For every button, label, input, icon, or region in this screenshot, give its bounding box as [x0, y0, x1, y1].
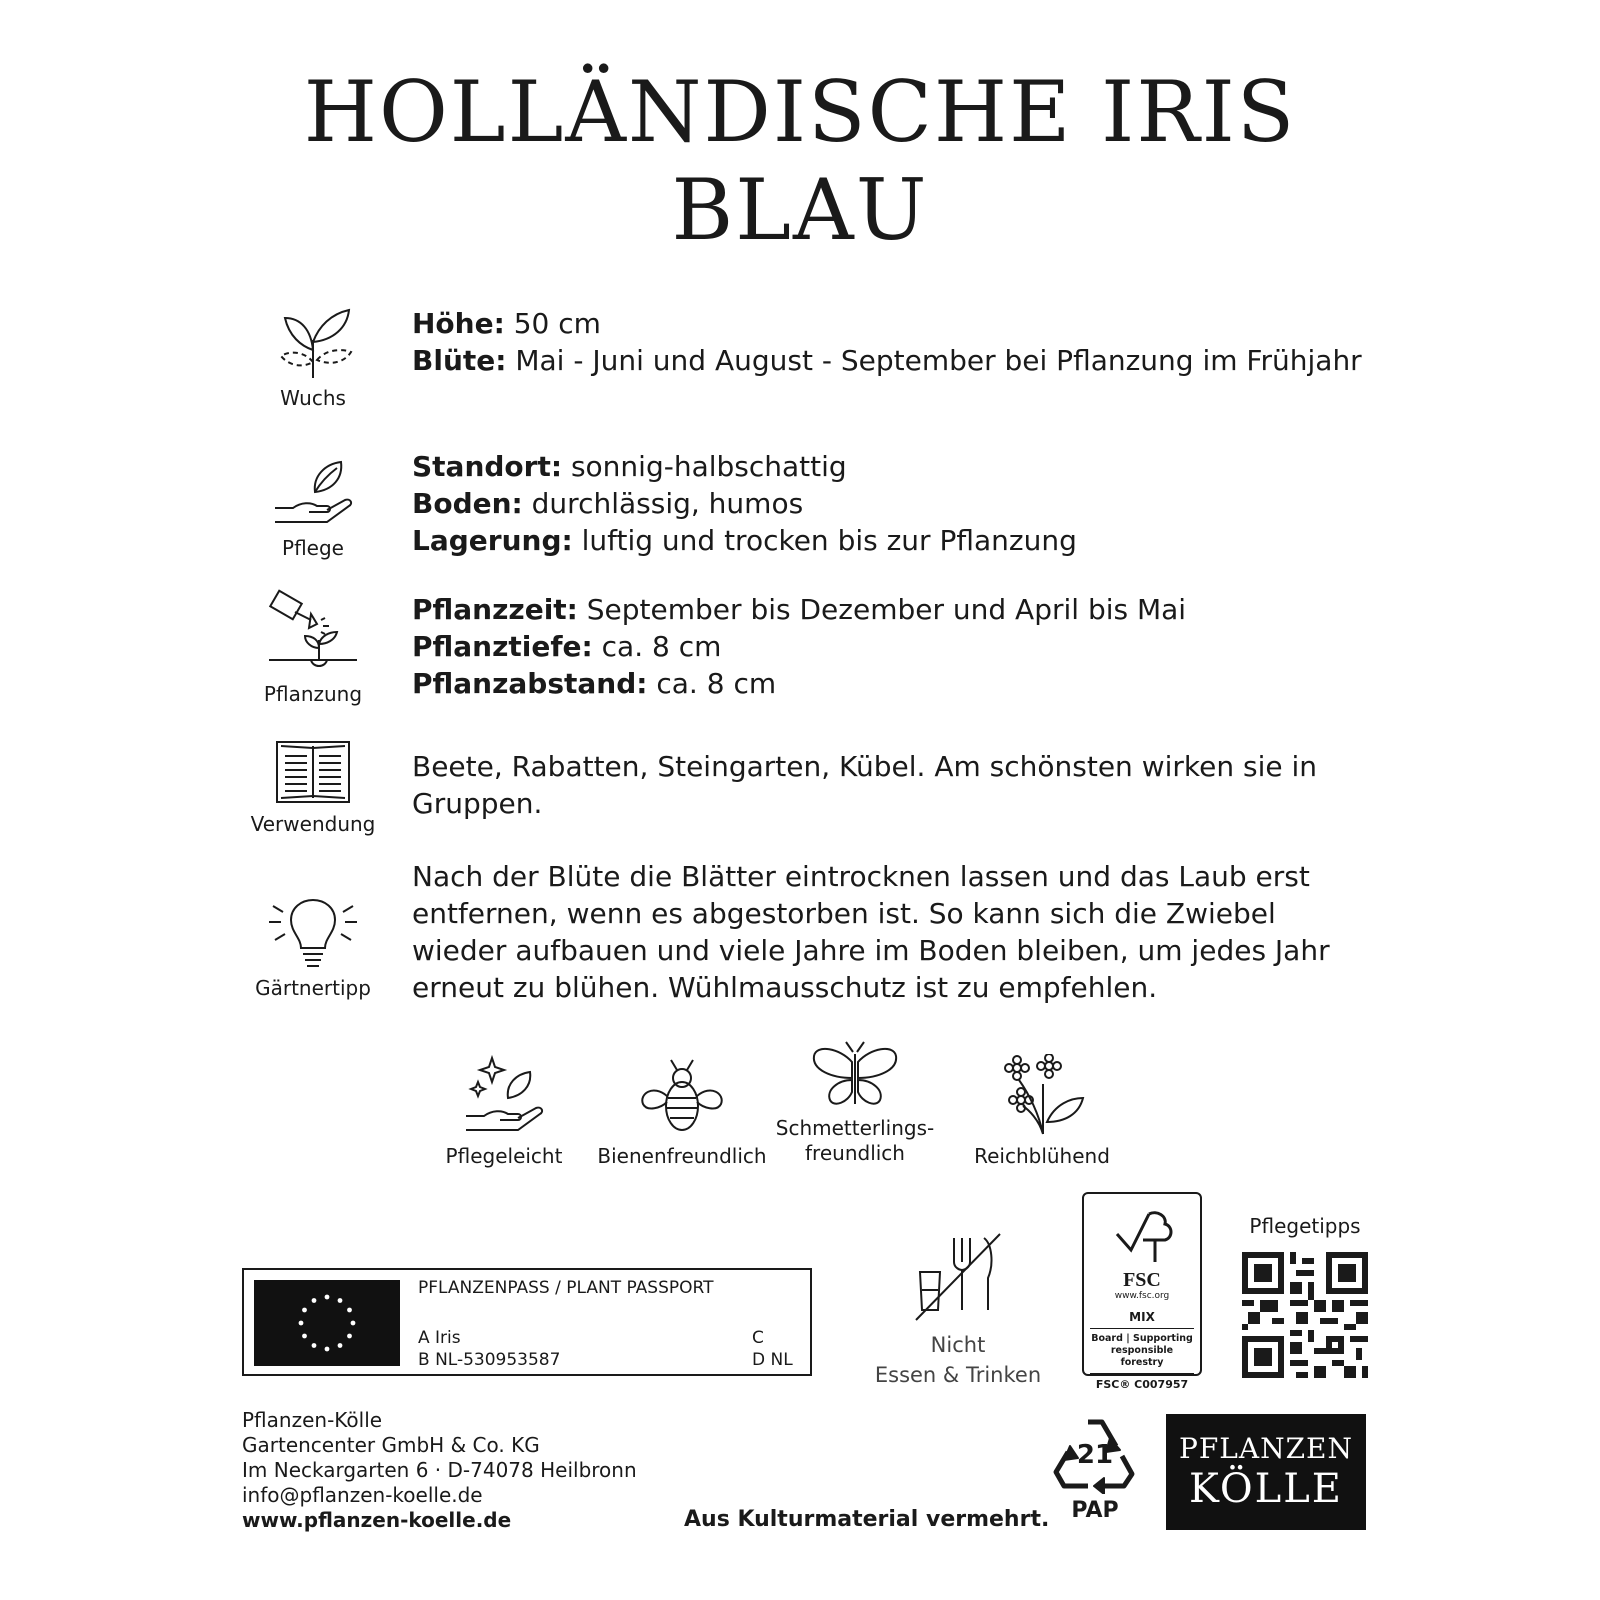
email-link[interactable]: info@pflanzen-koelle.de — [242, 1483, 483, 1507]
section-label: Gärtnertipp — [255, 976, 371, 1000]
spec-key: Standort: — [412, 450, 563, 483]
passport-d: D NL — [752, 1350, 793, 1370]
fsc-label — [1082, 1192, 1202, 1391]
qr-label: Pflegetipps — [1249, 1214, 1361, 1238]
passport-c: C — [752, 1328, 764, 1348]
product-title-line1: HOLLÄNDISCHE IRIS — [303, 63, 1297, 161]
section-pflege-text — [412, 448, 1372, 559]
section-label: Pflanzung — [263, 682, 363, 706]
section-verwendung-text: Beete, Rabatten, Steingarten, Kübel. Am schönsten wirken sie in Gruppen. — [412, 750, 1317, 820]
brand-logo-line1: PFLANZEN — [1179, 1432, 1353, 1465]
qr-code[interactable] — [1242, 1252, 1368, 1378]
sparkle-hand-leaf-icon — [462, 1054, 546, 1136]
no-eat-line1: Nicht — [930, 1333, 986, 1357]
recycling-code: PAP — [1071, 1498, 1119, 1523]
no-eat-text — [858, 1330, 1058, 1390]
no-eat-block — [900, 1228, 1020, 1324]
product-title-line2: BLAU — [671, 161, 929, 259]
passport-heading: PFLANZENPASS / PLANT PASSPORT — [418, 1278, 714, 1298]
section-gaertnertipp-text: Nach der Blüte die Blätter eintrocknen lassen und das Laub erst entfernen, wenn es abgestorben ist. So kann sich die Zwiebel wieder aufbauen und viele Jahre im Boden bleiben, um jedes Jahr erneut zu blühen. Wühlmausschutz ist zu empfehlen. — [412, 860, 1330, 1004]
hand-leaf-icon — [271, 458, 355, 530]
fsc-claim1: Board | Supporting — [1091, 1333, 1193, 1344]
feature-pflegeleicht — [434, 1054, 574, 1169]
passport-a: A Iris — [418, 1328, 461, 1348]
eu-flag — [254, 1280, 400, 1366]
section-gaertnertipp-icon-block — [248, 890, 378, 1000]
feature-label: Schmetterlings- — [775, 1116, 935, 1140]
spec-key: Pflanzabstand: — [412, 667, 648, 700]
spec-value: September bis Dezember und April bis Mai — [577, 593, 1187, 626]
spec-key: Lagerung: — [412, 524, 573, 557]
brand-logo-line2: KÖLLE — [1189, 1466, 1343, 1512]
fsc-mix: MIX — [1129, 1310, 1155, 1324]
fsc-claim2: responsible forestry — [1110, 1345, 1174, 1368]
spec-value: luftig und trocken bis zur Pflanzung — [572, 524, 1077, 557]
spec-key: Höhe: — [412, 307, 505, 340]
feature-label: Reichblühend — [974, 1144, 1110, 1168]
address-line: Pflanzen-Kölle — [242, 1408, 383, 1432]
recycling-mark — [1048, 1414, 1142, 1524]
section-wuchs-icon-block — [248, 300, 378, 410]
flowers-icon — [999, 1054, 1085, 1136]
bee-icon — [637, 1054, 727, 1136]
feature-bienenfreundlich — [592, 1054, 772, 1169]
company-address — [242, 1408, 637, 1533]
no-eat-line2: Essen & Trinken — [874, 1363, 1042, 1387]
passport-b: B NL-530953587 — [418, 1350, 561, 1370]
website-link[interactable]: www.pflanzen-koelle.de — [242, 1508, 512, 1532]
spec-key: Boden: — [412, 487, 523, 520]
spec-value: Mai - Juni und August - September bei Pflanzung im Frühjahr — [506, 344, 1362, 377]
section-pflege-icon-block — [248, 458, 378, 560]
spec-key: Pflanztiefe: — [412, 630, 593, 663]
plant-growth-icon — [271, 300, 355, 380]
feature-schmetterlingsfreundlich — [770, 1040, 940, 1166]
section-wuchs-text — [412, 305, 1372, 379]
feature-label: Pflegeleicht — [445, 1144, 563, 1168]
recycling-number: 21 — [1076, 1440, 1114, 1470]
section-pflanzung-text — [412, 591, 1372, 702]
qr-code-icon — [1242, 1252, 1368, 1378]
spec-value: durchlässig, humos — [522, 487, 804, 520]
address-line: Im Neckargarten 6 · D-74078 Heilbronn — [242, 1458, 637, 1482]
feature-label-line2: freundlich — [805, 1141, 905, 1165]
spec-value: 50 cm — [504, 307, 601, 340]
address-line: Gartencenter GmbH & Co. KG — [242, 1433, 540, 1457]
section-label: Pflege — [282, 536, 344, 560]
section-label: Wuchs — [280, 386, 346, 410]
fsc-name: FSC — [1123, 1269, 1161, 1291]
feature-label: Bienenfreundlich — [597, 1144, 767, 1168]
spec-key: Pflanzzeit: — [412, 593, 578, 626]
spec-key: Blüte: — [412, 344, 507, 377]
spec-value: ca. 8 cm — [592, 630, 722, 663]
fsc-url: www.fsc.org — [1114, 1291, 1170, 1301]
feature-reichbluehend — [962, 1054, 1122, 1169]
section-label: Verwendung — [250, 812, 376, 836]
culture-note: Aus Kulturmaterial vermehrt. — [684, 1507, 1050, 1532]
fsc-code: FSC® C007957 — [1090, 1373, 1194, 1392]
brand-logo — [1166, 1414, 1366, 1530]
section-pflanzung-icon-block — [248, 588, 378, 706]
section-verwendung-icon-block — [248, 738, 378, 836]
eu-stars-icon — [254, 1280, 400, 1366]
light-bulb-icon — [265, 890, 361, 970]
butterfly-icon — [810, 1040, 900, 1110]
plant-passport-box — [242, 1268, 812, 1376]
no-food-drink-icon — [910, 1228, 1010, 1324]
fsc-tree-icon — [1107, 1204, 1177, 1270]
spec-value: ca. 8 cm — [647, 667, 777, 700]
watering-can-icon — [265, 588, 361, 676]
spec-value: sonnig-halbschattig — [562, 450, 847, 483]
open-book-icon — [273, 738, 353, 806]
